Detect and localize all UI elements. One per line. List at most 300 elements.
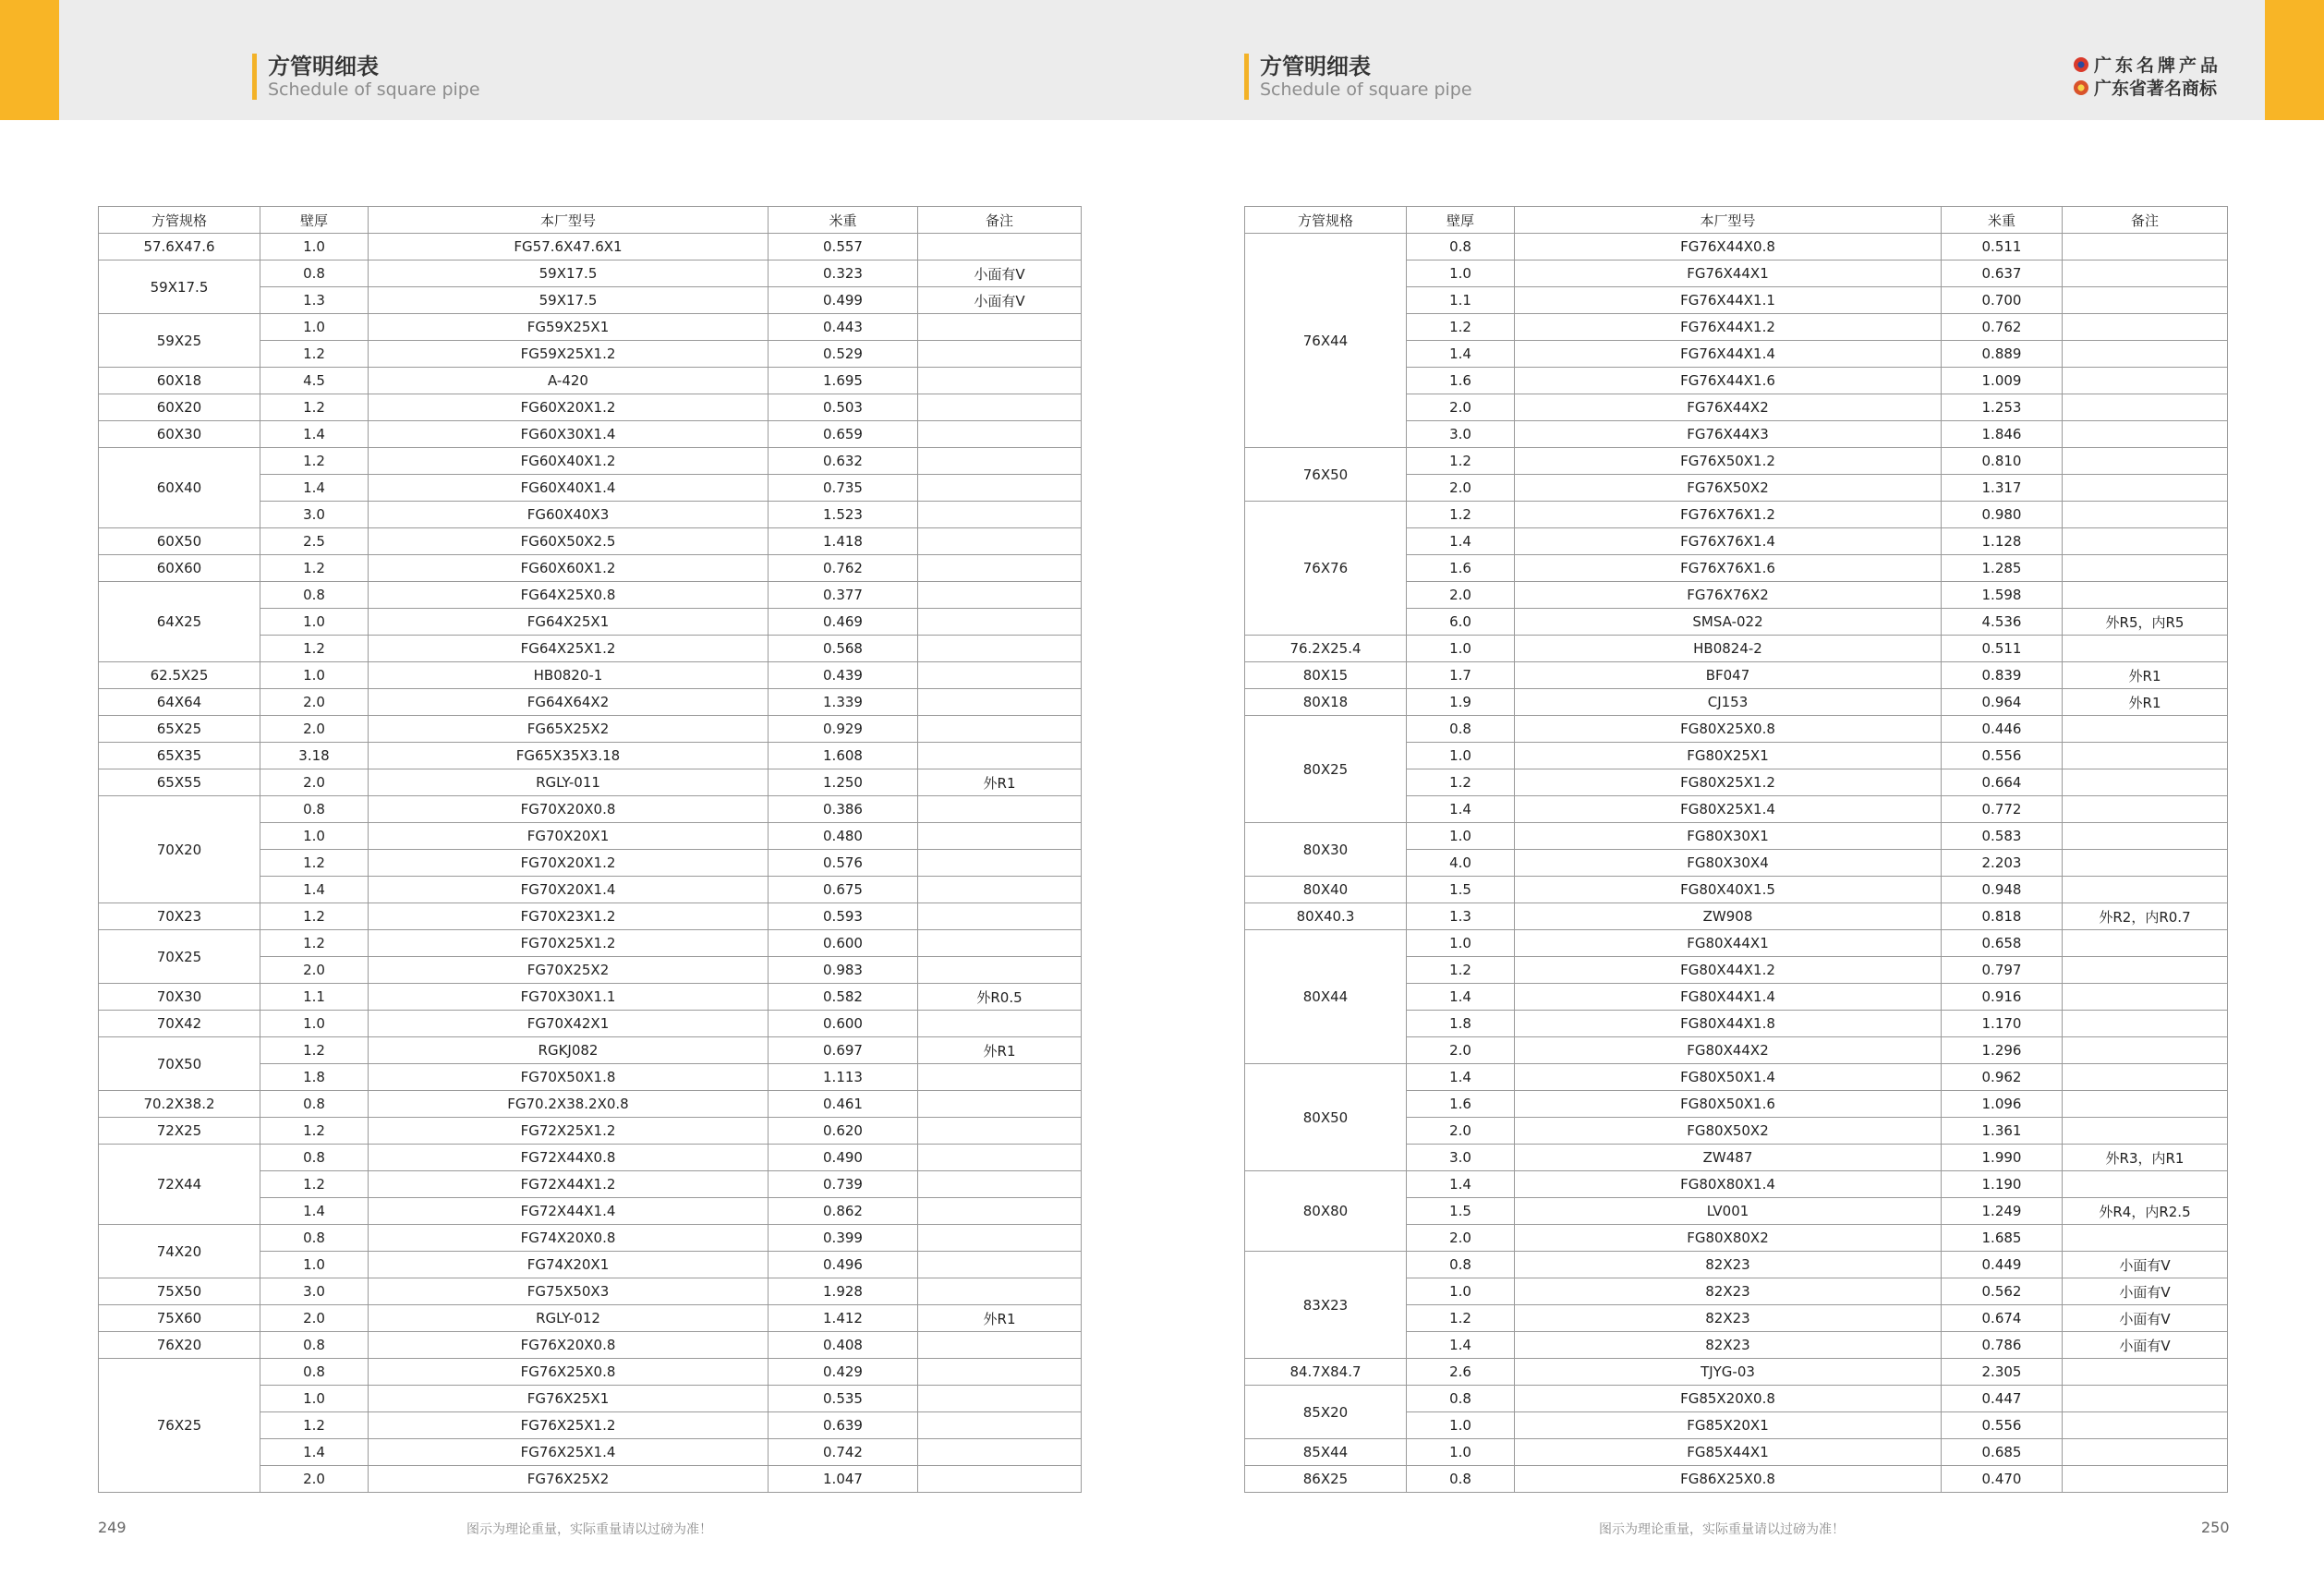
spec-cell: 59X17.5 [99, 260, 260, 314]
table-row [1245, 502, 2228, 528]
weight-cell: 0.600 [769, 930, 918, 957]
spec-cell: 76X25 [99, 1359, 260, 1493]
spec-cell: 80X40.3 [1245, 903, 1407, 930]
thickness-cell: 0.8 [1407, 234, 1515, 260]
model-cell: FG59X25X1.2 [369, 341, 769, 368]
remark-cell [2063, 1037, 2228, 1064]
remark-cell: 外R4，内R2.5 [2063, 1198, 2228, 1225]
model-cell: FG85X20X1 [1515, 1412, 1942, 1439]
page-number-left: 249 [98, 1519, 127, 1536]
remark-cell [918, 1091, 1082, 1118]
weight-cell: 0.529 [769, 341, 918, 368]
remark-cell: 小面有V [2063, 1305, 2228, 1332]
model-cell: FG70X23X1.2 [369, 903, 769, 930]
model-cell: RGKJ082 [369, 1037, 769, 1064]
remark-cell [2063, 287, 2228, 314]
weight-cell: 1.190 [1942, 1171, 2063, 1198]
weight-cell: 0.469 [769, 609, 918, 636]
thickness-cell: 2.0 [1407, 1225, 1515, 1252]
weight-cell: 0.639 [769, 1412, 918, 1439]
remark-cell: 小面有V [918, 287, 1082, 314]
remark-cell [918, 582, 1082, 609]
remark-cell [2063, 234, 2228, 260]
weight-cell: 1.846 [1942, 421, 2063, 448]
thickness-cell: 1.2 [1407, 502, 1515, 528]
weight-cell: 1.296 [1942, 1037, 2063, 1064]
weight-cell: 0.600 [769, 1011, 918, 1037]
model-cell: FG70X30X1.1 [369, 984, 769, 1011]
model-cell: FG80X25X1 [1515, 743, 1942, 769]
model-cell: 59X17.5 [369, 287, 769, 314]
thickness-cell: 1.4 [260, 1439, 369, 1466]
table-row [1245, 877, 2228, 903]
remark-cell [918, 609, 1082, 636]
model-cell: FG80X40X1.5 [1515, 877, 1942, 903]
table-row [1245, 903, 2228, 930]
remark-cell [918, 1118, 1082, 1145]
weight-cell: 0.556 [1942, 1412, 2063, 1439]
thickness-cell: 1.4 [260, 421, 369, 448]
model-cell: FG60X30X1.4 [369, 421, 769, 448]
thickness-cell: 0.8 [260, 1332, 369, 1359]
thickness-cell: 1.2 [260, 1171, 369, 1198]
spec-cell: 62.5X25 [99, 662, 260, 689]
model-cell: FG64X25X1.2 [369, 636, 769, 662]
spec-cell: 75X60 [99, 1305, 260, 1332]
model-cell: ZW487 [1515, 1145, 1942, 1171]
remark-cell: 外R1 [918, 1305, 1082, 1332]
table-row [99, 716, 1082, 743]
thickness-cell: 4.0 [1407, 850, 1515, 877]
weight-cell: 0.470 [1942, 1466, 2063, 1493]
model-cell: FG76X44X1.2 [1515, 314, 1942, 341]
thickness-cell: 3.18 [260, 743, 369, 769]
thickness-cell: 3.0 [1407, 421, 1515, 448]
remark-cell [2063, 823, 2228, 850]
model-cell: FG76X44X2 [1515, 394, 1942, 421]
spec-cell: 80X30 [1245, 823, 1407, 877]
weight-cell: 1.250 [769, 769, 918, 796]
weight-cell: 0.739 [769, 1171, 918, 1198]
remark-cell [2063, 260, 2228, 287]
model-cell: FG65X35X3.18 [369, 743, 769, 769]
model-cell: FG80X25X1.4 [1515, 796, 1942, 823]
thickness-cell: 2.6 [1407, 1359, 1515, 1386]
model-cell: CJ153 [1515, 689, 1942, 716]
spec-cell: 57.6X47.6 [99, 234, 260, 260]
model-cell: RGLY-011 [369, 769, 769, 796]
model-cell: FG80X44X1.4 [1515, 984, 1942, 1011]
table-row [1245, 1171, 2228, 1198]
thickness-cell: 2.0 [260, 769, 369, 796]
weight-cell: 0.480 [769, 823, 918, 850]
accent-bar-right [2265, 0, 2324, 120]
spec-cell: 80X18 [1245, 689, 1407, 716]
thickness-cell: 1.2 [260, 850, 369, 877]
remark-cell [2063, 1359, 2228, 1386]
thickness-cell: 0.8 [1407, 1386, 1515, 1412]
thickness-cell: 1.0 [1407, 1278, 1515, 1305]
thickness-cell: 1.2 [260, 1037, 369, 1064]
thickness-cell: 1.6 [1407, 555, 1515, 582]
model-cell: FG76X44X1.6 [1515, 368, 1942, 394]
remark-cell [2063, 368, 2228, 394]
thickness-cell: 2.0 [1407, 582, 1515, 609]
remark-cell [2063, 1091, 2228, 1118]
remark-cell [2063, 582, 2228, 609]
table-row [99, 1332, 1082, 1359]
model-cell: FG72X44X1.2 [369, 1171, 769, 1198]
model-cell: FG76X76X1.2 [1515, 502, 1942, 528]
thickness-cell: 1.4 [1407, 341, 1515, 368]
spec-cell: 70X42 [99, 1011, 260, 1037]
weight-cell: 0.964 [1942, 689, 2063, 716]
model-cell: FG80X44X1.8 [1515, 1011, 1942, 1037]
remark-cell [2063, 636, 2228, 662]
remark-cell [918, 555, 1082, 582]
remark-cell [918, 528, 1082, 555]
spec-cell: 75X50 [99, 1278, 260, 1305]
model-cell: FG60X40X1.4 [369, 475, 769, 502]
model-cell: FG74X20X0.8 [369, 1225, 769, 1252]
model-cell: FG76X25X1.2 [369, 1412, 769, 1439]
weight-cell: 0.658 [1942, 930, 2063, 957]
remark-cell [2063, 475, 2228, 502]
spec-cell: 60X50 [99, 528, 260, 555]
remark-cell [2063, 314, 2228, 341]
remark-cell [2063, 930, 2228, 957]
model-cell: 59X17.5 [369, 260, 769, 287]
remark-cell [2063, 341, 2228, 368]
model-cell: FG70X25X2 [369, 957, 769, 984]
weight-cell: 0.511 [1942, 636, 2063, 662]
table-row [99, 394, 1082, 421]
weight-cell: 0.447 [1942, 1386, 2063, 1412]
spec-cell: 60X18 [99, 368, 260, 394]
weight-cell: 0.386 [769, 796, 918, 823]
weight-cell: 0.503 [769, 394, 918, 421]
thickness-cell: 1.0 [260, 1252, 369, 1278]
thickness-cell: 1.4 [260, 1198, 369, 1225]
model-cell: FG85X20X0.8 [1515, 1386, 1942, 1412]
thickness-cell: 0.8 [1407, 716, 1515, 743]
table-row [99, 421, 1082, 448]
weight-cell: 1.990 [1942, 1145, 2063, 1171]
remark-cell [918, 1386, 1082, 1412]
spec-cell: 70X23 [99, 903, 260, 930]
weight-cell: 0.568 [769, 636, 918, 662]
thickness-cell: 0.8 [260, 796, 369, 823]
model-cell: HB0824-2 [1515, 636, 1942, 662]
thickness-cell: 1.0 [260, 823, 369, 850]
spec-cell: 80X44 [1245, 930, 1407, 1064]
model-cell: FG70X20X1.2 [369, 850, 769, 877]
page-header-right [1244, 54, 1472, 100]
thickness-cell: 1.0 [1407, 930, 1515, 957]
thickness-cell: 1.5 [1407, 1198, 1515, 1225]
thickness-cell: 1.2 [1407, 769, 1515, 796]
remark-cell [918, 1198, 1082, 1225]
remark-cell [2063, 1439, 2228, 1466]
model-cell: FG76X76X2 [1515, 582, 1942, 609]
remark-cell [918, 1064, 1082, 1091]
thickness-cell: 2.0 [260, 1305, 369, 1332]
remark-cell [918, 930, 1082, 957]
weight-cell: 0.762 [769, 555, 918, 582]
model-cell: FG60X20X1.2 [369, 394, 769, 421]
model-cell: FG70X25X1.2 [369, 930, 769, 957]
thickness-cell: 1.0 [1407, 743, 1515, 769]
model-cell: FG60X40X3 [369, 502, 769, 528]
remark-cell [2063, 1386, 2228, 1412]
remark-cell [918, 1412, 1082, 1439]
model-cell: FG76X44X1.1 [1515, 287, 1942, 314]
thickness-cell: 1.2 [1407, 957, 1515, 984]
table-row [99, 1225, 1082, 1252]
thickness-cell: 1.8 [260, 1064, 369, 1091]
remark-cell: 外R0.5 [918, 984, 1082, 1011]
spec-table-left [98, 206, 1082, 1493]
remark-cell [918, 1171, 1082, 1198]
thickness-cell: 1.2 [260, 448, 369, 475]
thickness-cell: 1.0 [260, 609, 369, 636]
spec-cell: 83X23 [1245, 1252, 1407, 1359]
thickness-cell: 4.5 [260, 368, 369, 394]
table-row [99, 796, 1082, 823]
remark-cell [918, 1466, 1082, 1493]
remark-cell [918, 850, 1082, 877]
spec-cell: 60X60 [99, 555, 260, 582]
weight-cell: 0.576 [769, 850, 918, 877]
remark-cell [2063, 1412, 2228, 1439]
weight-cell: 0.818 [1942, 903, 2063, 930]
table-row [1245, 636, 2228, 662]
thickness-cell: 1.2 [260, 555, 369, 582]
table-row [99, 1305, 1082, 1332]
spec-cell: 76X50 [1245, 448, 1407, 502]
weight-cell: 0.408 [769, 1332, 918, 1359]
table-row [99, 448, 1082, 475]
spec-cell: 60X20 [99, 394, 260, 421]
model-cell: FG65X25X2 [369, 716, 769, 743]
weight-cell: 0.810 [1942, 448, 2063, 475]
accent-bar-left [0, 0, 59, 120]
remark-cell [918, 1278, 1082, 1305]
trademark-label: 广东省著名商标 [2094, 79, 2218, 99]
remark-cell: 外R2，内R0.7 [2063, 903, 2228, 930]
weight-cell: 0.916 [1942, 984, 2063, 1011]
thickness-cell: 1.7 [1407, 662, 1515, 689]
remark-cell [2063, 1011, 2228, 1037]
page-subtitle: Schedule of square pipe [1260, 79, 1472, 100]
spec-cell: 65X35 [99, 743, 260, 769]
spec-cell: 70X30 [99, 984, 260, 1011]
remark-cell [918, 1439, 1082, 1466]
remark-cell [918, 1252, 1082, 1278]
table-row [99, 1145, 1082, 1171]
model-cell: FG70X20X1.4 [369, 877, 769, 903]
remark-cell [918, 1225, 1082, 1252]
remark-cell [918, 234, 1082, 260]
thickness-cell: 0.8 [260, 260, 369, 287]
model-cell: FG80X50X1.6 [1515, 1091, 1942, 1118]
col-header: 米重 [1942, 207, 2063, 234]
remark-cell: 外R3，内R1 [2063, 1145, 2228, 1171]
weight-cell: 0.674 [1942, 1305, 2063, 1332]
weight-cell: 0.637 [1942, 260, 2063, 287]
remark-cell [2063, 796, 2228, 823]
weight-cell: 0.496 [769, 1252, 918, 1278]
weight-cell: 0.786 [1942, 1332, 2063, 1359]
weight-cell: 0.889 [1942, 341, 2063, 368]
thickness-cell: 1.4 [1407, 528, 1515, 555]
remark-cell [918, 662, 1082, 689]
table-row [99, 1118, 1082, 1145]
weight-cell: 1.170 [1942, 1011, 2063, 1037]
thickness-cell: 1.0 [1407, 1439, 1515, 1466]
remark-cell [918, 1332, 1082, 1359]
remark-cell [918, 716, 1082, 743]
model-cell: FG70X20X1 [369, 823, 769, 850]
weight-cell: 1.096 [1942, 1091, 2063, 1118]
table-row [99, 1011, 1082, 1037]
thickness-cell: 1.0 [260, 314, 369, 341]
weight-cell: 1.128 [1942, 528, 2063, 555]
trademark-seal-icon [2074, 80, 2088, 95]
thickness-cell: 1.4 [260, 475, 369, 502]
page-number-right: 250 [2201, 1519, 2230, 1536]
model-cell: HB0820-1 [369, 662, 769, 689]
table-row [99, 662, 1082, 689]
col-header: 米重 [769, 207, 918, 234]
remark-cell [918, 636, 1082, 662]
model-cell: FG76X25X1 [369, 1386, 769, 1412]
weight-cell: 0.449 [1942, 1252, 2063, 1278]
spec-cell: 59X25 [99, 314, 260, 368]
thickness-cell: 1.1 [1407, 287, 1515, 314]
weight-cell: 0.983 [769, 957, 918, 984]
weight-cell: 0.685 [1942, 1439, 2063, 1466]
remark-cell [918, 689, 1082, 716]
thickness-cell: 1.5 [1407, 877, 1515, 903]
thickness-cell: 2.0 [260, 716, 369, 743]
remark-cell [918, 421, 1082, 448]
spec-cell: 70X50 [99, 1037, 260, 1091]
spec-cell: 74X20 [99, 1225, 260, 1278]
table-row [1245, 234, 2228, 260]
remark-cell: 外R1 [2063, 662, 2228, 689]
model-cell: FG76X50X1.2 [1515, 448, 1942, 475]
remark-cell [2063, 984, 2228, 1011]
weight-cell: 0.582 [769, 984, 918, 1011]
weight-cell: 0.929 [769, 716, 918, 743]
thickness-cell: 2.0 [260, 957, 369, 984]
remark-cell [2063, 1064, 2228, 1091]
remark-cell [918, 796, 1082, 823]
model-cell: 82X23 [1515, 1305, 1942, 1332]
model-cell: FG80X25X1.2 [1515, 769, 1942, 796]
spec-cell: 60X30 [99, 421, 260, 448]
spec-cell: 84.7X84.7 [1245, 1359, 1407, 1386]
model-cell: ZW908 [1515, 903, 1942, 930]
remark-cell: 小面有V [2063, 1278, 2228, 1305]
spec-cell: 72X25 [99, 1118, 260, 1145]
model-cell: FG85X44X1 [1515, 1439, 1942, 1466]
thickness-cell: 1.4 [1407, 1064, 1515, 1091]
remark-cell [918, 368, 1082, 394]
table-row [1245, 689, 2228, 716]
model-cell: FG59X25X1 [369, 314, 769, 341]
weight-cell: 0.839 [1942, 662, 2063, 689]
remark-cell [918, 957, 1082, 984]
thickness-cell: 1.2 [260, 903, 369, 930]
weight-cell: 0.735 [769, 475, 918, 502]
weight-cell: 1.685 [1942, 1225, 2063, 1252]
remark-cell [2063, 528, 2228, 555]
table-row [99, 555, 1082, 582]
weight-cell: 0.399 [769, 1225, 918, 1252]
remark-cell [918, 448, 1082, 475]
col-header: 方管规格 [1245, 207, 1407, 234]
model-cell: FG76X76X1.4 [1515, 528, 1942, 555]
thickness-cell: 2.0 [1407, 394, 1515, 421]
model-cell: FG80X80X2 [1515, 1225, 1942, 1252]
remark-cell [918, 1011, 1082, 1037]
remark-cell [918, 502, 1082, 528]
thickness-cell: 1.0 [260, 1386, 369, 1412]
table-row [99, 930, 1082, 957]
thickness-cell: 1.2 [1407, 1305, 1515, 1332]
table-row [99, 528, 1082, 555]
remark-cell: 外R1 [918, 1037, 1082, 1064]
weight-cell: 0.443 [769, 314, 918, 341]
col-header: 备注 [918, 207, 1082, 234]
thickness-cell: 1.8 [1407, 1011, 1515, 1037]
table-row [99, 582, 1082, 609]
table-row [99, 689, 1082, 716]
brand-seal-icon [2074, 57, 2088, 72]
model-cell: FG70.2X38.2X0.8 [369, 1091, 769, 1118]
weight-cell: 0.429 [769, 1359, 918, 1386]
col-header: 备注 [2063, 207, 2228, 234]
table-row [1245, 1359, 2228, 1386]
spec-cell: 70X20 [99, 796, 260, 903]
model-cell: FG57.6X47.6X1 [369, 234, 769, 260]
remark-cell [2063, 1225, 2228, 1252]
model-cell: FG80X44X1.2 [1515, 957, 1942, 984]
spec-cell: 80X80 [1245, 1171, 1407, 1252]
remark-cell: 小面有V [918, 260, 1082, 287]
model-cell: SMSA-022 [1515, 609, 1942, 636]
spec-cell: 65X25 [99, 716, 260, 743]
thickness-cell: 3.0 [1407, 1145, 1515, 1171]
model-cell: 82X23 [1515, 1252, 1942, 1278]
weight-cell: 0.664 [1942, 769, 2063, 796]
weight-cell: 0.490 [769, 1145, 918, 1171]
table-row [99, 368, 1082, 394]
col-header: 壁厚 [1407, 207, 1515, 234]
footer-note-left: 图示为理论重量，实际重量请以过磅为准！ [466, 1522, 712, 1537]
table-row [99, 743, 1082, 769]
spec-cell: 64X25 [99, 582, 260, 662]
thickness-cell: 2.0 [260, 1466, 369, 1493]
remark-cell: 小面有V [2063, 1332, 2228, 1359]
weight-cell: 0.461 [769, 1091, 918, 1118]
brand-label: 广东名牌产品 [2094, 55, 2222, 76]
model-cell: BF047 [1515, 662, 1942, 689]
weight-cell: 1.249 [1942, 1198, 2063, 1225]
thickness-cell: 2.0 [1407, 1037, 1515, 1064]
